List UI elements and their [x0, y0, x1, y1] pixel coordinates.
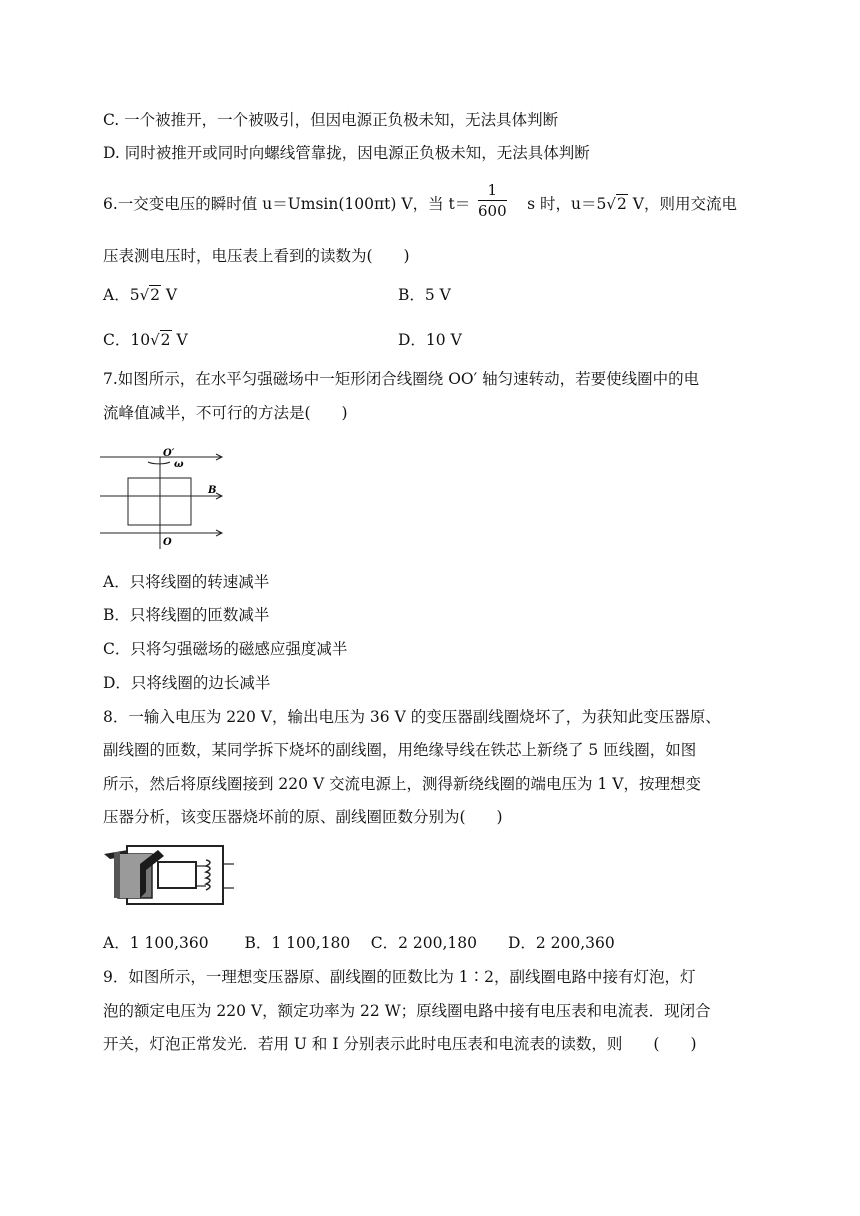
q5-option-d: D. 同时被推开或同时向螺线管靠拢，因电源正负极未知，无法具体判断: [103, 144, 590, 162]
sqrt-symbol: √2: [150, 331, 171, 349]
q5-option-c: C. 一个被推开，一个被吸引，但因电源正负极未知，无法具体判断: [103, 111, 559, 129]
q9-stem-line1: 9．如图所示，一理想变压器原、副线圈的匝数比为 1∶2，副线圈电路中接有灯泡，灯: [103, 968, 696, 986]
o-axis-label: O: [163, 537, 172, 548]
fraction-denominator: 600: [478, 202, 507, 220]
q8-stem-line1: 8．一输入电压为 220 V，输出电压为 36 V 的变压器副线圈烧坏了，为获知此变压器原、: [103, 708, 721, 726]
q7-option-a: A．只将线圈的转速减半: [103, 573, 270, 591]
q7-option-d: D．只将线圈的边长减半: [103, 674, 271, 692]
q6-option-d: D．10 V: [398, 331, 462, 349]
q6-stem-part-b: s 时，u＝5: [522, 195, 607, 213]
o-prime-label: O′: [163, 448, 175, 459]
q9-stem-line2: 泡的额定电压为 220 V，额定功率为 22 W；原线圈电路中接有电压表和电流表．现闭合: [103, 1002, 711, 1020]
q6-option-b: B．5 V: [398, 286, 451, 304]
q8-options: A．1 100,360 B．1 100,180 C．2 200,180 D．2 200,360: [103, 934, 615, 952]
q7-option-c: C．只将匀强磁场的磁感应强度减半: [103, 640, 348, 658]
q8-stem-line2: 副线圈的匝数，某同学拆下烧坏的副线圈，用绝缘导线在铁芯上新绕了 5 匝线圈，如图: [103, 741, 697, 759]
q7-stem-line1: 7.如图所示，在水平匀强磁场中一矩形闭合线圈绕 OO′ 轴匀速转动，若要使线圈中的电: [103, 370, 700, 388]
q6-option-c: C．10√2 V: [103, 331, 188, 349]
rotating-coil-figure: [100, 445, 224, 557]
sqrt-symbol: √2: [606, 195, 627, 213]
q8-stem-line4: 压器分析，该变压器烧坏前的原、副线圈匝数分别为( ): [103, 808, 503, 826]
q9-stem-line3: 开关，灯泡正常发光．若用 U 和 I 分别表示此时电压表和电流表的读数，则 ( ): [103, 1035, 697, 1053]
q8-stem-line3: 所示，然后将原线圈接到 220 V 交流电源上，测得新绕线圈的端电压为 1 V，按理想变: [103, 775, 701, 793]
q6-time-fraction: [478, 180, 507, 221]
q7-stem-line2: 流峰值减半，不可行的方法是( ): [103, 404, 348, 422]
q6-stem-part-c: V，则用交流电: [627, 195, 737, 213]
q7-option-b: B．只将线圈的匝数减半: [103, 606, 270, 624]
b-field-label: B: [208, 485, 217, 496]
transformer-figure: [100, 840, 240, 906]
q6-stem-line1: [103, 194, 737, 214]
sqrt-symbol: √2: [139, 286, 160, 304]
omega-label: ω: [174, 459, 184, 470]
q6-option-a: A．5√2 V: [103, 286, 178, 304]
fraction-numerator: 1: [478, 180, 507, 201]
q6-stem-line2: 压表测电压时，电压表上看到的读数为( ): [103, 247, 410, 265]
q6-stem-part-a: 6.一交变电压的瞬时值 u＝Umsin(100πt) V，当 t＝: [103, 195, 471, 213]
